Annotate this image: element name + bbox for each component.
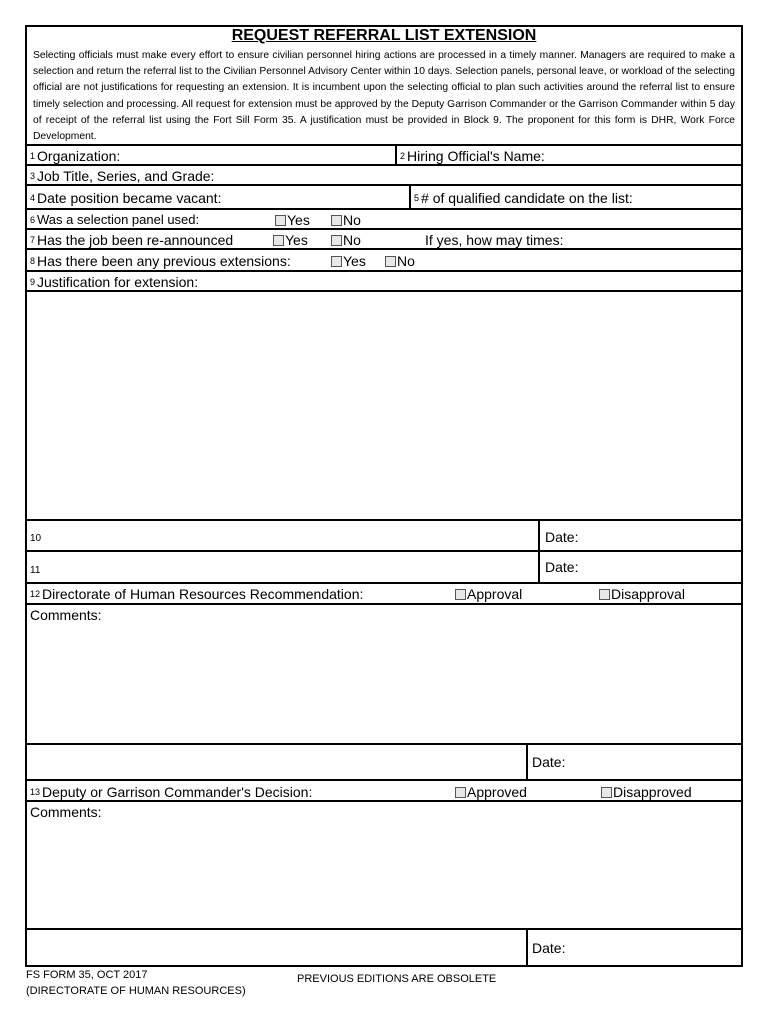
approved-label: Approved: [467, 784, 527, 800]
row-dhr-signature: [27, 745, 741, 781]
reannounced-times-field[interactable]: [425, 232, 563, 248]
qualified-candidates-label: # of qualified candidate on the list:: [421, 190, 633, 206]
justification-label: Justification for extension:: [37, 274, 199, 290]
dhr-date-field[interactable]: [526, 745, 741, 779]
block-number: 10: [30, 533, 42, 544]
checkbox-icon: [455, 787, 466, 798]
times-label: If yes, how may times:: [425, 232, 564, 248]
obsolete-notice: PREVIOUS EDITIONS ARE OBSOLETE: [297, 973, 497, 985]
checkbox-icon: [599, 589, 610, 600]
qualified-candidates-field[interactable]: [409, 186, 741, 208]
commander-decision-label: Deputy or Garrison Commander's Decision:: [42, 784, 313, 800]
comments-label: Comments:: [30, 804, 102, 820]
no-label: No: [343, 212, 361, 228]
row-commander-signature: [27, 930, 741, 967]
hiring-official-field[interactable]: [395, 146, 741, 164]
signature-11-field[interactable]: [30, 563, 40, 579]
justification-textarea[interactable]: [27, 292, 741, 521]
block-number: 13: [30, 787, 41, 797]
selection-panel-no-checkbox[interactable]: [331, 212, 361, 228]
commander-disapproved-checkbox[interactable]: [601, 784, 692, 800]
yes-label: Yes: [287, 212, 310, 228]
date-vacant-label: Date position became vacant:: [37, 190, 222, 206]
block-number: 9: [30, 277, 36, 287]
dhr-approval-checkbox[interactable]: [455, 586, 522, 602]
block-number: 7: [30, 235, 36, 245]
row-commander-decision: [27, 781, 741, 802]
referral-extension-form: [25, 25, 743, 967]
row-signature-11: [27, 552, 741, 584]
row-signature-10: [27, 521, 741, 552]
checkbox-icon: [331, 235, 342, 246]
block-number: 8: [30, 256, 36, 266]
row-dhr-recommendation: [27, 584, 741, 605]
signature-10-date-field[interactable]: [538, 521, 741, 550]
date-label: Date:: [545, 559, 579, 575]
yes-label: Yes: [285, 232, 308, 248]
block-number: 4: [30, 193, 36, 203]
disapproval-label: Disapproval: [611, 586, 685, 602]
justification-header: [27, 272, 741, 292]
previous-extensions-label: Has there been any previous extensions:: [37, 253, 291, 269]
block-number: 6: [30, 215, 36, 225]
block-number: 3: [30, 171, 36, 181]
form-directorate: (DIRECTORATE OF HUMAN RESOURCES): [26, 985, 246, 997]
row-reannounced: [27, 230, 741, 250]
commander-date-field[interactable]: [526, 930, 741, 967]
row-previous-extensions: [27, 250, 741, 272]
reannounced-yes-checkbox[interactable]: [273, 232, 308, 248]
job-title-field[interactable]: [27, 166, 741, 186]
checkbox-icon: [385, 256, 396, 267]
hiring-official-label: Hiring Official's Name:: [407, 148, 545, 164]
block-number: 1: [30, 151, 36, 161]
commander-comments-area[interactable]: [27, 802, 741, 930]
yes-label: Yes: [343, 253, 366, 269]
reannounced-no-checkbox[interactable]: [331, 232, 361, 248]
checkbox-icon: [455, 589, 466, 600]
form-header: [27, 27, 741, 146]
reannounced-label: Has the job been re-announced: [37, 232, 234, 248]
dhr-recommendation-label: Directorate of Human Resources Recommendation:: [42, 586, 364, 602]
commander-signature-field[interactable]: [27, 930, 526, 967]
row-organization: [27, 146, 741, 166]
no-label: No: [397, 253, 415, 269]
form-title: REQUEST REFERRAL LIST EXTENSION: [231, 27, 537, 44]
block-number: 12: [30, 589, 41, 599]
selection-panel-label: Was a selection panel used:: [37, 212, 200, 227]
block-number: 11: [30, 565, 41, 576]
comments-label: Comments:: [30, 607, 102, 623]
form-id: FS FORM 35, OCT 2017: [26, 969, 148, 981]
row-vacancy: [27, 186, 741, 210]
form-instructions: Selecting officials must make every effort to ensure civilian personnel hiring actions are processed in a timely manner. Managers are required to make a selection and return the referral list to the Civilian Personnel Advisory Center within 10 days. Selection panels, personal leave, or workload of the selecting official are not justifications for requesting an extension. It is incumbent upon the selecting official to plan such activities around the referral list to ensure timely selection and processing. All request for extension must be approved by the Deputy Garrison Commander or the Garrison Commander within 5 day of receipt of the referral list using the Fort Sill Form 35. A justification must be provided in Block 9. The proponent for this form is DHR, Work Force Development.: [33, 50, 735, 143]
dhr-comments-area[interactable]: [27, 605, 741, 745]
previous-extensions-no-checkbox[interactable]: [385, 253, 415, 269]
disapproved-label: Disapproved: [613, 784, 692, 800]
checkbox-icon: [273, 235, 284, 246]
checkbox-icon: [331, 215, 342, 226]
date-label: Date:: [532, 940, 566, 956]
dhr-signature-field[interactable]: [27, 745, 526, 779]
checkbox-icon: [331, 256, 342, 267]
checkbox-icon: [601, 787, 612, 798]
organization-label: Organization:: [37, 148, 121, 164]
date-label: Date:: [545, 529, 579, 545]
date-vacant-field[interactable]: [30, 190, 221, 206]
block-number: 5: [414, 193, 420, 203]
date-label: Date:: [532, 754, 566, 770]
block-number: 2: [400, 151, 406, 161]
previous-extensions-yes-checkbox[interactable]: [331, 253, 366, 269]
no-label: No: [343, 232, 361, 248]
selection-panel-yes-checkbox[interactable]: [275, 212, 310, 228]
dhr-disapproval-checkbox[interactable]: [599, 586, 685, 602]
row-selection-panel: [27, 210, 741, 230]
organization-field[interactable]: [30, 148, 120, 164]
checkbox-icon: [275, 215, 286, 226]
commander-approved-checkbox[interactable]: [455, 784, 527, 800]
signature-10-field[interactable]: [30, 531, 41, 547]
signature-11-date-field[interactable]: [538, 552, 741, 582]
approval-label: Approval: [467, 586, 523, 602]
job-title-label: Job Title, Series, and Grade:: [37, 168, 215, 184]
